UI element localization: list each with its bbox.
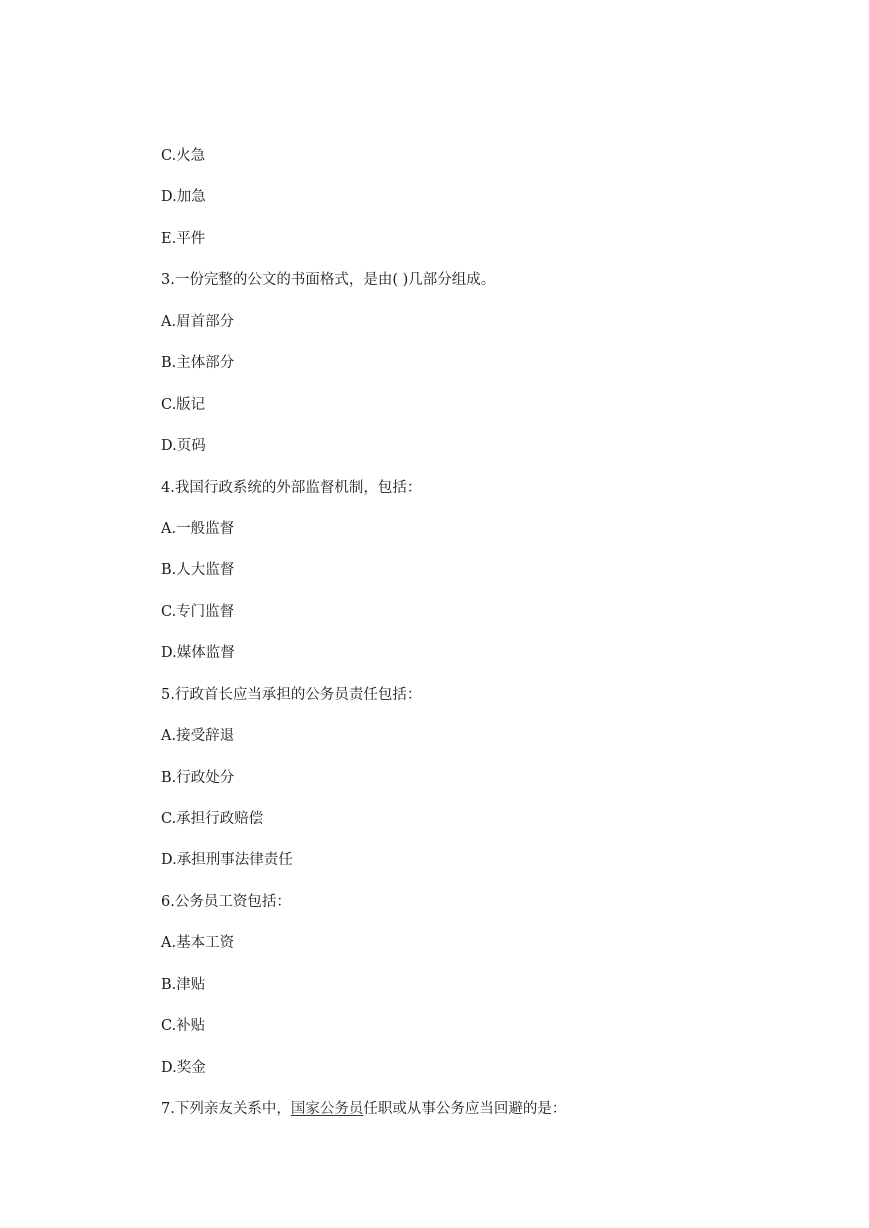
q3-option-b: B.主体部分 xyxy=(161,355,235,372)
q5-option-a: A.接受辞退 xyxy=(161,728,235,745)
q3-option-a: A.眉首部分 xyxy=(161,313,235,330)
q5-option-b: B.行政处分 xyxy=(161,769,235,786)
q3-option-d: D.页码 xyxy=(161,438,206,455)
question-7 xyxy=(161,1096,821,1137)
question-6: 6.公务员工资包括： xyxy=(161,893,291,910)
q6-option-b: B.津贴 xyxy=(161,976,206,993)
q4-option-d: D.媒体监督 xyxy=(161,645,235,662)
question-3: 3.一份完整的公文的书面格式，是由( )几部分组成。 xyxy=(161,272,496,289)
q6-option-c: C.补贴 xyxy=(161,1018,206,1035)
q4-option-c: C.专门监督 xyxy=(161,603,235,620)
q5-option-c: C.承担行政赔偿 xyxy=(161,811,264,827)
question-5: 5.行政首长应当承担的公务员责任包括： xyxy=(161,686,422,703)
q6-option-a: A.基本工资 xyxy=(161,935,235,952)
q3-option-c: C.版记 xyxy=(161,396,206,413)
civil-servant-link[interactable]: 国家公务员 xyxy=(290,1101,364,1118)
q4-option-a: A.一般监督 xyxy=(161,520,235,537)
document-body xyxy=(161,143,821,1138)
question-7-prefix: 7.下列亲友关系中， xyxy=(161,1101,291,1118)
option-d-line: D.加急 xyxy=(161,189,206,206)
option-c-line: C.火急 xyxy=(161,148,206,164)
q6-option-d: D.奖金 xyxy=(161,1059,206,1076)
question-4: 4.我国行政系统的外部监督机制，包括： xyxy=(161,479,422,496)
question-7-suffix: 任职或从事公务应当回避的是： xyxy=(363,1101,567,1118)
q5-option-d: D.承担刑事法律责任 xyxy=(161,852,293,869)
q4-option-b: B.人大监督 xyxy=(161,562,235,579)
option-e-line: E.平件 xyxy=(161,230,206,247)
